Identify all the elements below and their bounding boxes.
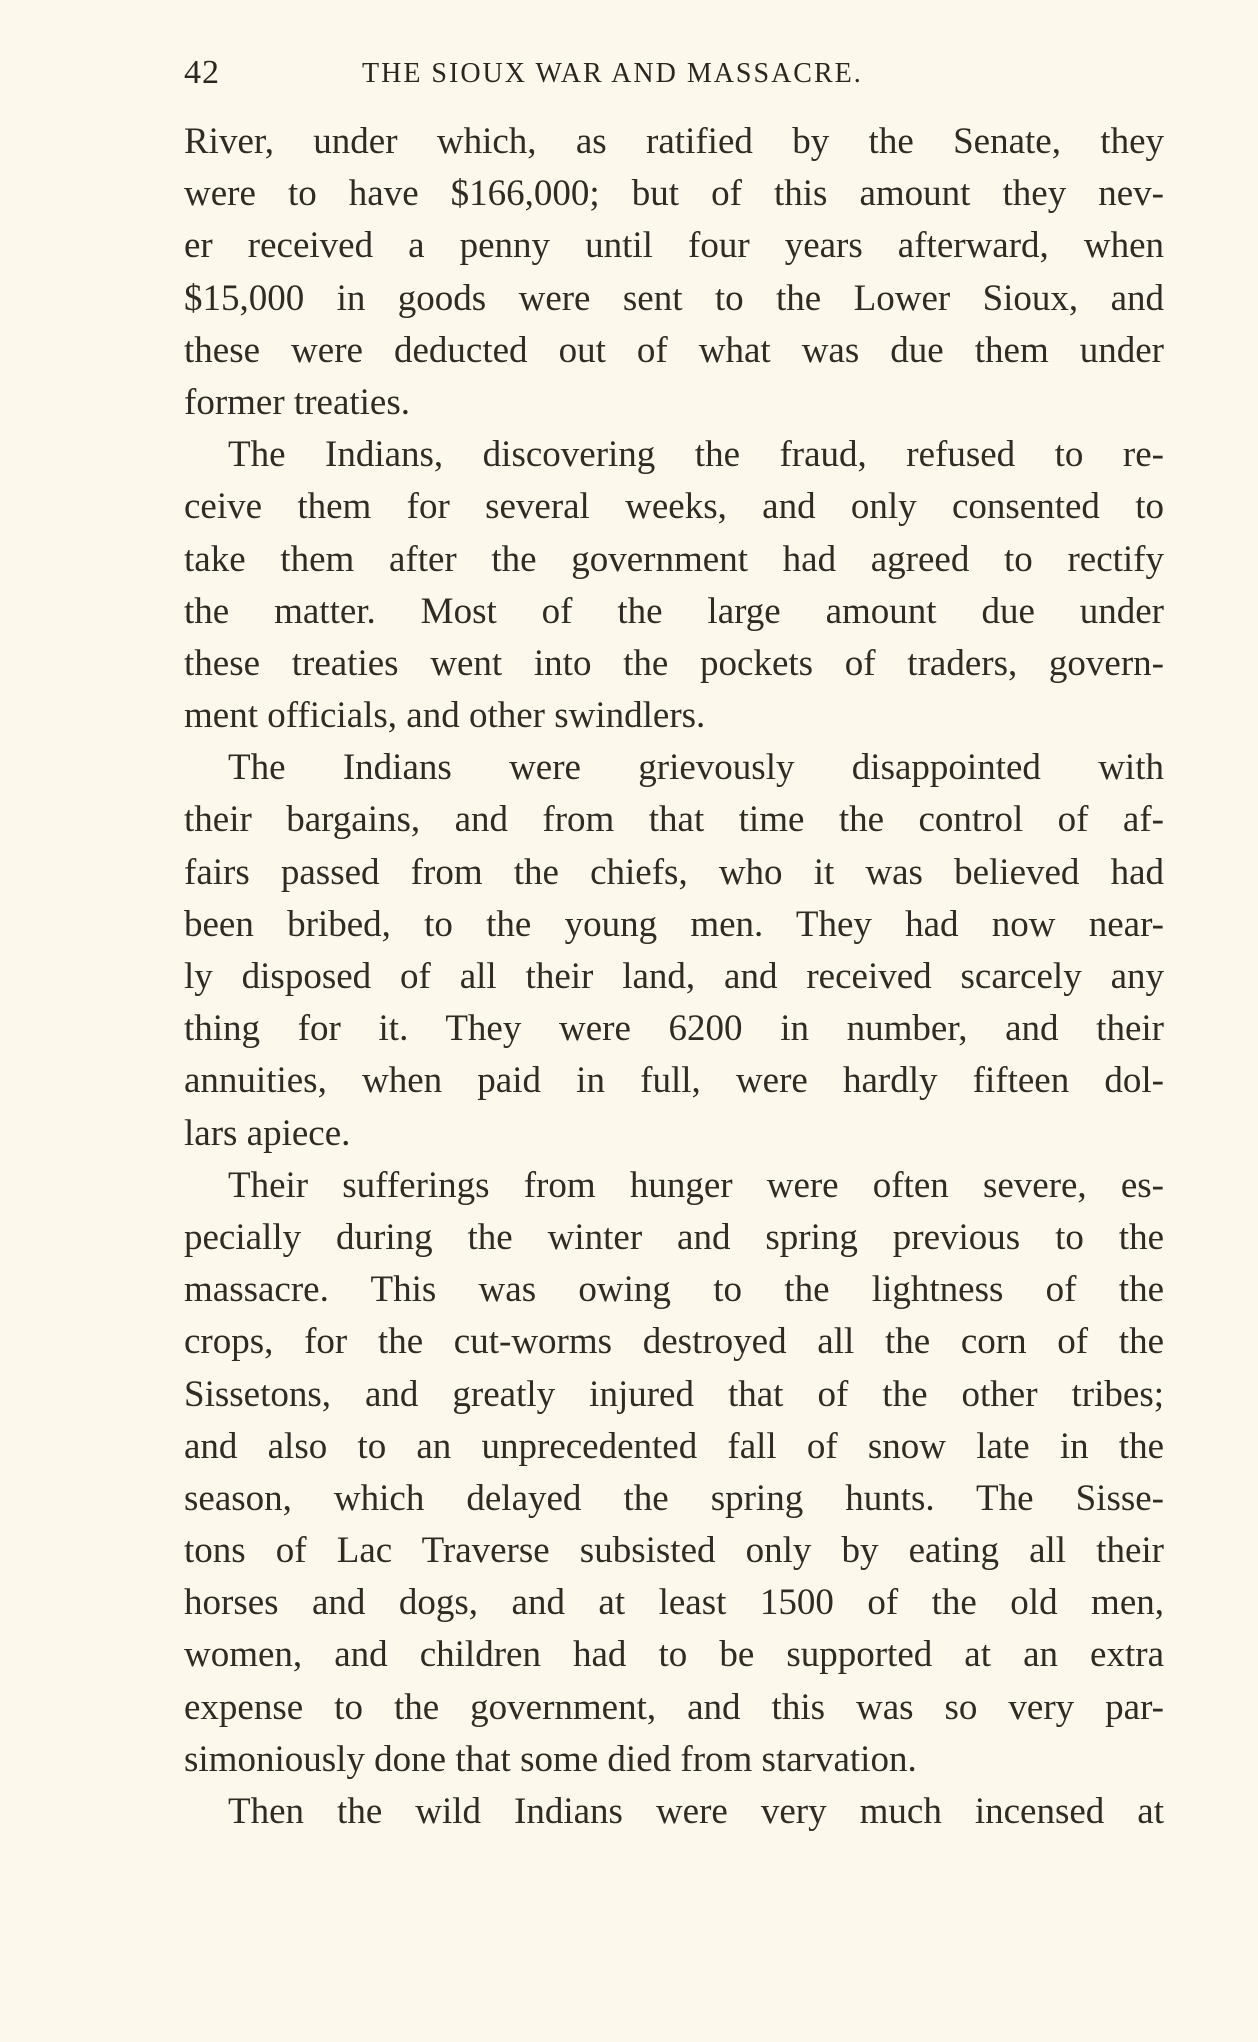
text-line: thing for it. They were 6200 in number, and their [184, 1008, 1164, 1050]
text-line: River, under which, as ratified by the Senate, they [184, 121, 1164, 162]
text-line: lars apiece. [184, 1112, 351, 1154]
text-line: take them after the government had agreed to rectify [184, 538, 1164, 580]
text-line: the matter. Most of the large amount due under [184, 590, 1164, 632]
text-line: season, which delayed the spring hunts. The Sisse- [184, 1477, 1164, 1519]
text-line: been bribed, to the young men. They had now near- [184, 903, 1164, 945]
text-line: expense to the government, and this was so very par- [184, 1686, 1164, 1728]
paragraph-first-line: Then the wild Indians were very much incensed at [228, 1791, 1164, 1832]
running-title: THE SIOUX WAR AND MASSACRE. [362, 58, 863, 89]
text-line: were to have $166,000; but of this amount they nev- [184, 173, 1164, 215]
running-head [184, 54, 1204, 100]
text-line: massacre. This was owing to the lightness of the [184, 1269, 1164, 1311]
text-line: horses and dogs, and at least 1500 of the old men, [184, 1582, 1164, 1624]
text-line: er received a penny until four years afterward, when [184, 225, 1164, 267]
text-line: and also to an unprecedented fall of snow late in the [184, 1425, 1164, 1467]
text-line: tons of Lac Traverse subsisted only by eating all their [184, 1530, 1164, 1572]
text-line: ceive them for several weeks, and only consented to [184, 486, 1164, 528]
text-line: annuities, when paid in full, were hardly fifteen dol- [184, 1060, 1164, 1102]
text-line: these were deducted out of what was due them under [184, 329, 1164, 371]
text-line: Sissetons, and greatly injured that of the other tribes; [184, 1373, 1164, 1415]
text-line: fairs passed from the chiefs, who it was believed had [184, 851, 1164, 893]
text-line: pecially during the winter and spring previous to the [184, 1216, 1164, 1258]
text-line: simoniously done that some died from starvation. [184, 1738, 917, 1780]
paragraph-first-line: Their sufferings from hunger were often severe, es- [228, 1164, 1164, 1206]
paragraph-first-line: The Indians were grievously disappointed with [228, 747, 1164, 789]
body-text [184, 116, 1164, 1838]
text-line: ment officials, and other swindlers. [184, 695, 706, 737]
text-line: ly disposed of all their land, and received scarcely any [184, 956, 1164, 997]
page-number: 42 [184, 54, 220, 91]
text-line: $15,000 in goods were sent to the Lower Sioux, and [184, 277, 1164, 319]
text-line: women, and children had to be supported at an extra [184, 1634, 1164, 1676]
text-line: former treaties. [184, 381, 410, 423]
text-line: crops, for the cut-worms destroyed all the corn of the [184, 1321, 1164, 1363]
text-line: their bargains, and from that time the control of af- [184, 799, 1164, 841]
paragraph-first-line: The Indians, discovering the fraud, refused to re- [228, 434, 1164, 476]
text-line: these treaties went into the pockets of traders, govern- [184, 642, 1164, 684]
